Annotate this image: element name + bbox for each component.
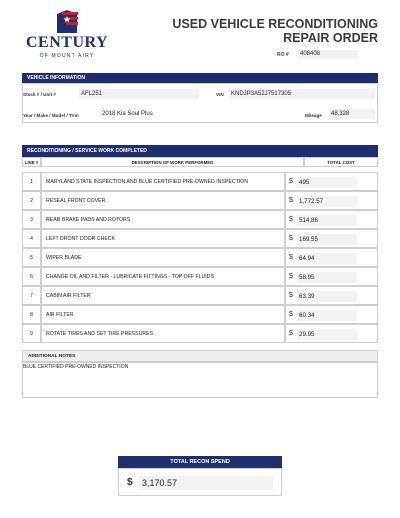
work-description[interactable]: LEFT DRONT DOOR CHECK [41,229,285,248]
dollar-sign: $ [289,311,293,318]
total-recon-box [118,468,282,496]
line-number: 2 [22,191,41,210]
vin-field[interactable]: KNDJP3A52J7517305 [229,89,375,99]
total-dollar-sign: $ [127,477,133,488]
table-row [22,305,378,324]
table-row [22,210,378,229]
col-cost-header: TOTAL COST [304,157,378,167]
cost-field[interactable]: 495 [297,177,357,188]
cost-cell [285,210,378,229]
stock-label: Stock # / Unit # [23,92,56,97]
total-recon-heading: TOTAL RECON SPEND [118,456,282,468]
line-number: 3 [22,210,41,229]
total-recon-field[interactable]: 3,170.57 [139,476,273,490]
cost-cell [285,248,378,267]
line-number: 6 [22,267,41,286]
stock-field[interactable]: AFL251 [79,89,199,99]
additional-notes-heading: ADDITIONAL NOTES [22,350,378,362]
title-line-1: USED VEHICLE RECONDITIONING [172,17,378,31]
year-make-model-field[interactable]: 2018 Kia Soul Plus [100,109,290,119]
work-table-header [22,157,378,167]
dollar-sign: $ [289,330,293,337]
dollar-sign: $ [289,216,293,223]
col-line-header: LINE # [22,157,41,167]
cost-cell [285,286,378,305]
dollar-sign: $ [289,292,293,299]
cost-field[interactable]: 63.39 [297,291,357,302]
table-row [22,248,378,267]
table-row [22,267,378,286]
vin-label: VIN [216,92,224,97]
work-description[interactable]: ROTATE TIRES AND SET TIRE PRESSURES [41,324,285,343]
cost-field[interactable]: 60.34 [297,310,357,321]
work-description[interactable]: MARYLAND STATE INSPECTION AND BLUE CERTIFIED PRE-OWNED INSPECTION [41,172,285,191]
cost-field[interactable]: 514.86 [297,215,357,226]
vehicle-info-box [22,83,378,123]
cost-cell [285,229,378,248]
work-description[interactable]: CABIN AIR FILTER [41,286,285,305]
work-description[interactable]: REAR BRAKE PADS AND ROTORS [41,210,285,229]
line-number: 7 [22,286,41,305]
line-number: 8 [22,305,41,324]
work-description[interactable]: WIPER BLADE [41,248,285,267]
work-description[interactable]: RESEAL FRONT COVER [41,191,285,210]
document-title [172,17,378,45]
cost-field[interactable]: 64.94 [297,253,357,264]
cost-cell [285,172,378,191]
title-line-2: REPAIR ORDER [283,31,378,45]
brand-name: CENTURY [26,34,109,51]
cost-field[interactable]: 1,772.57 [297,196,357,207]
work-heading: RECONDITIONING / SERVICE WORK COMPLETED [22,145,378,157]
brand-tagline: OF MOUNT AIRY [39,53,95,59]
line-number: 5 [22,248,41,267]
work-description[interactable]: AIR FILTER [41,305,285,324]
dollar-sign: $ [289,273,293,280]
dollar-sign: $ [289,197,293,204]
year-make-model-label: Year / Make / Model / Trim [23,113,79,118]
cost-field[interactable]: 169.55 [297,234,357,245]
work-description[interactable]: CHANGE OIL AND FILTER - LUBRICATE FITTINGS - TOP OFF FLUIDS [41,267,285,286]
cost-field[interactable]: 58.95 [297,272,357,283]
additional-notes-field[interactable]: BLUE CERTIFIED PRE-OWNED INSPECTION [22,362,378,398]
line-number: 4 [22,229,41,248]
cost-cell [285,191,378,210]
col-description-header: DESCRIPTION OF WORK PERFORMED [41,157,304,167]
dollar-sign: $ [289,254,293,261]
vehicle-info-heading: VEHICLE INFORMATION [22,73,378,83]
cost-field[interactable]: 29.95 [297,329,357,340]
house-flag-icon [26,6,108,36]
ro-label: RO # [277,52,289,58]
ro-number-field[interactable]: 408408 [298,50,358,59]
century-logo [26,6,108,66]
table-row [22,286,378,305]
line-number: 1 [22,172,41,191]
dollar-sign: $ [289,178,293,185]
cost-cell [285,267,378,286]
mileage-label: Mileage [305,113,322,118]
cost-cell [285,324,378,343]
dollar-sign: $ [289,235,293,242]
table-row [22,229,378,248]
table-row [22,172,378,191]
cost-cell [285,305,378,324]
table-row [22,191,378,210]
table-row [22,324,378,343]
mileage-field[interactable]: 48,328 [329,109,375,119]
line-number: 9 [22,324,41,343]
